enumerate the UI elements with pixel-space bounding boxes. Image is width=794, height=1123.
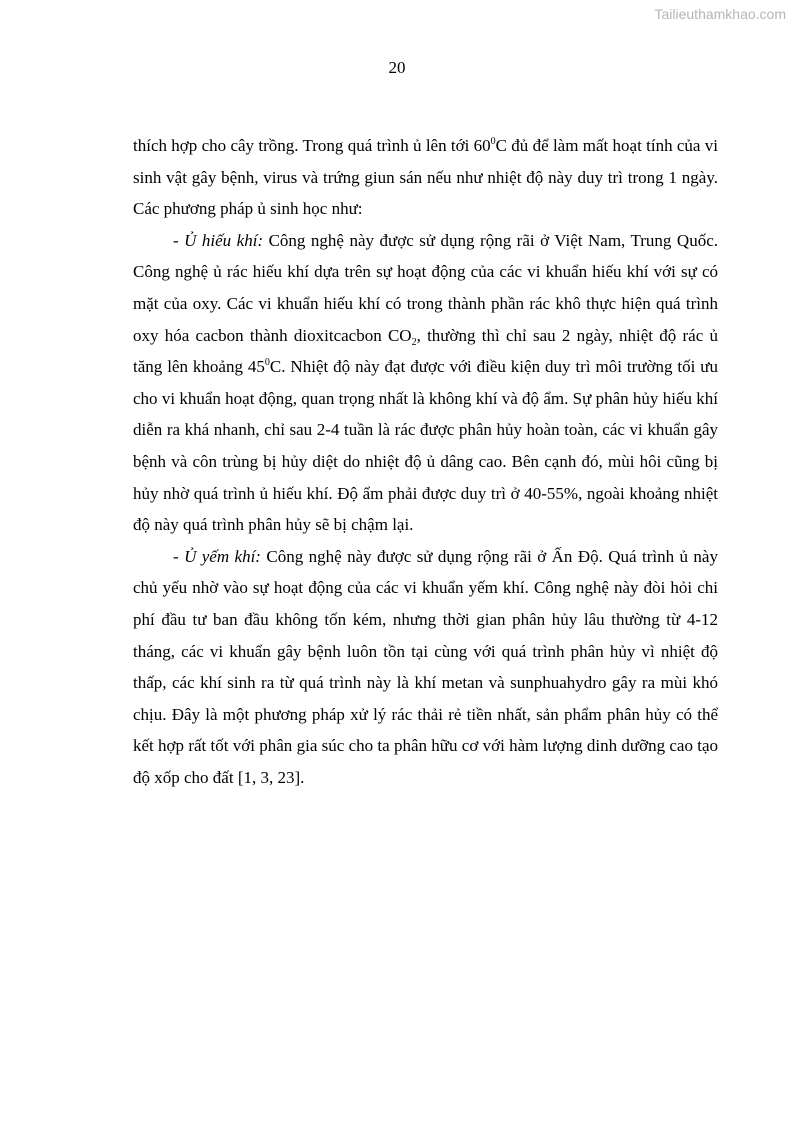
anaerobic-label: - Ủ yếm khí:	[173, 546, 261, 566]
superscript-degree: 0	[264, 357, 270, 369]
aerobic-label: - Ủ hiếu khí:	[173, 230, 264, 250]
paragraph-aerobic	[133, 225, 718, 541]
paragraph-aerobic-text-2: , thường thì chỉ sau 2 ngày, nhiệt độ rác ủ tăng lên khoảng 45	[133, 325, 718, 377]
paragraph-intro	[133, 130, 718, 225]
subscript-co2: 2	[411, 336, 417, 348]
paragraph-intro-text-1: thích hợp cho cây trồng. Trong quá trình ủ lên tới 60	[133, 136, 491, 155]
paragraph-anaerobic-text: Công nghệ này được sử dụng rộng rãi ở Ấn Độ. Quá trình ủ này chủ yếu nhờ vào sự hoạt động của các vi khuẩn yếm khí. Công nghệ này đòi hỏi chi phí đầu tư ban đầu không tốn kém, nhưng thời gian phân hủy lâu thường từ 4-12 tháng, các vi khuẩn gây bệnh luôn tồn tại cùng với quá trình phân hủy vì nhiệt độ thấp, các khí sinh ra từ quá trình này là khí metan và sunphuahydro gây ra mùi khó chịu. Đây là một phương pháp xử lý rác thải rẻ tiền nhất, sản phẩm phân hủy có thể kết hợp rất tốt với phân gia súc cho ta phân hữu cơ với hàm lượng dinh dưỡng cao tạo độ xốp cho đất [1, 3, 23].	[133, 546, 718, 787]
watermark: Tailieuthamkhao.com	[654, 6, 786, 22]
superscript-degree: 0	[490, 136, 496, 147]
paragraph-anaerobic	[133, 541, 718, 794]
document-body	[133, 130, 718, 793]
paragraph-intro-text-2: C đủ để làm mất hoạt tính của vi sinh vật gây bệnh, virus và trứng giun sán nếu như nhiệt độ này duy trì trong 1 ngày. Các phương pháp ủ sinh học như:	[133, 136, 718, 219]
page-number: 20	[388, 58, 406, 77]
paragraph-aerobic-text-3: C. Nhiệt độ này đạt được với điều kiện duy trì môi trường tối ưu cho vi khuẩn hoạt động, quan trọng nhất là không khí và độ ẩm. Sự phân hủy hiếu khí diễn ra khá nhanh, chỉ sau 2-4 tuần là rác được phân hủy hoàn toàn, các vi khuẩn gây bệnh và côn trùng bị hủy diệt do nhiệt độ ủ dâng cao. Bên cạnh đó, mùi hôi cũng bị hủy nhờ quá trình ủ hiếu khí. Độ ẩm phải được duy trì ở 40-55%, ngoài khoảng nhiệt độ này quá trình phân hủy sẽ bị chậm lại.	[133, 357, 718, 535]
paragraph-aerobic-text-1: Công nghệ này được sử dụng rộng rãi ở Việt Nam, Trung Quốc. Công nghệ ủ rác hiếu khí dựa trên sự hoạt động của các vi khuẩn hiếu khí với sự có mặt của oxy. Các vi khuẩn hiếu khí có trong thành phần rác khô thực hiện quá trình oxy hóa cacbon thành dioxitcacbon CO	[133, 230, 718, 345]
